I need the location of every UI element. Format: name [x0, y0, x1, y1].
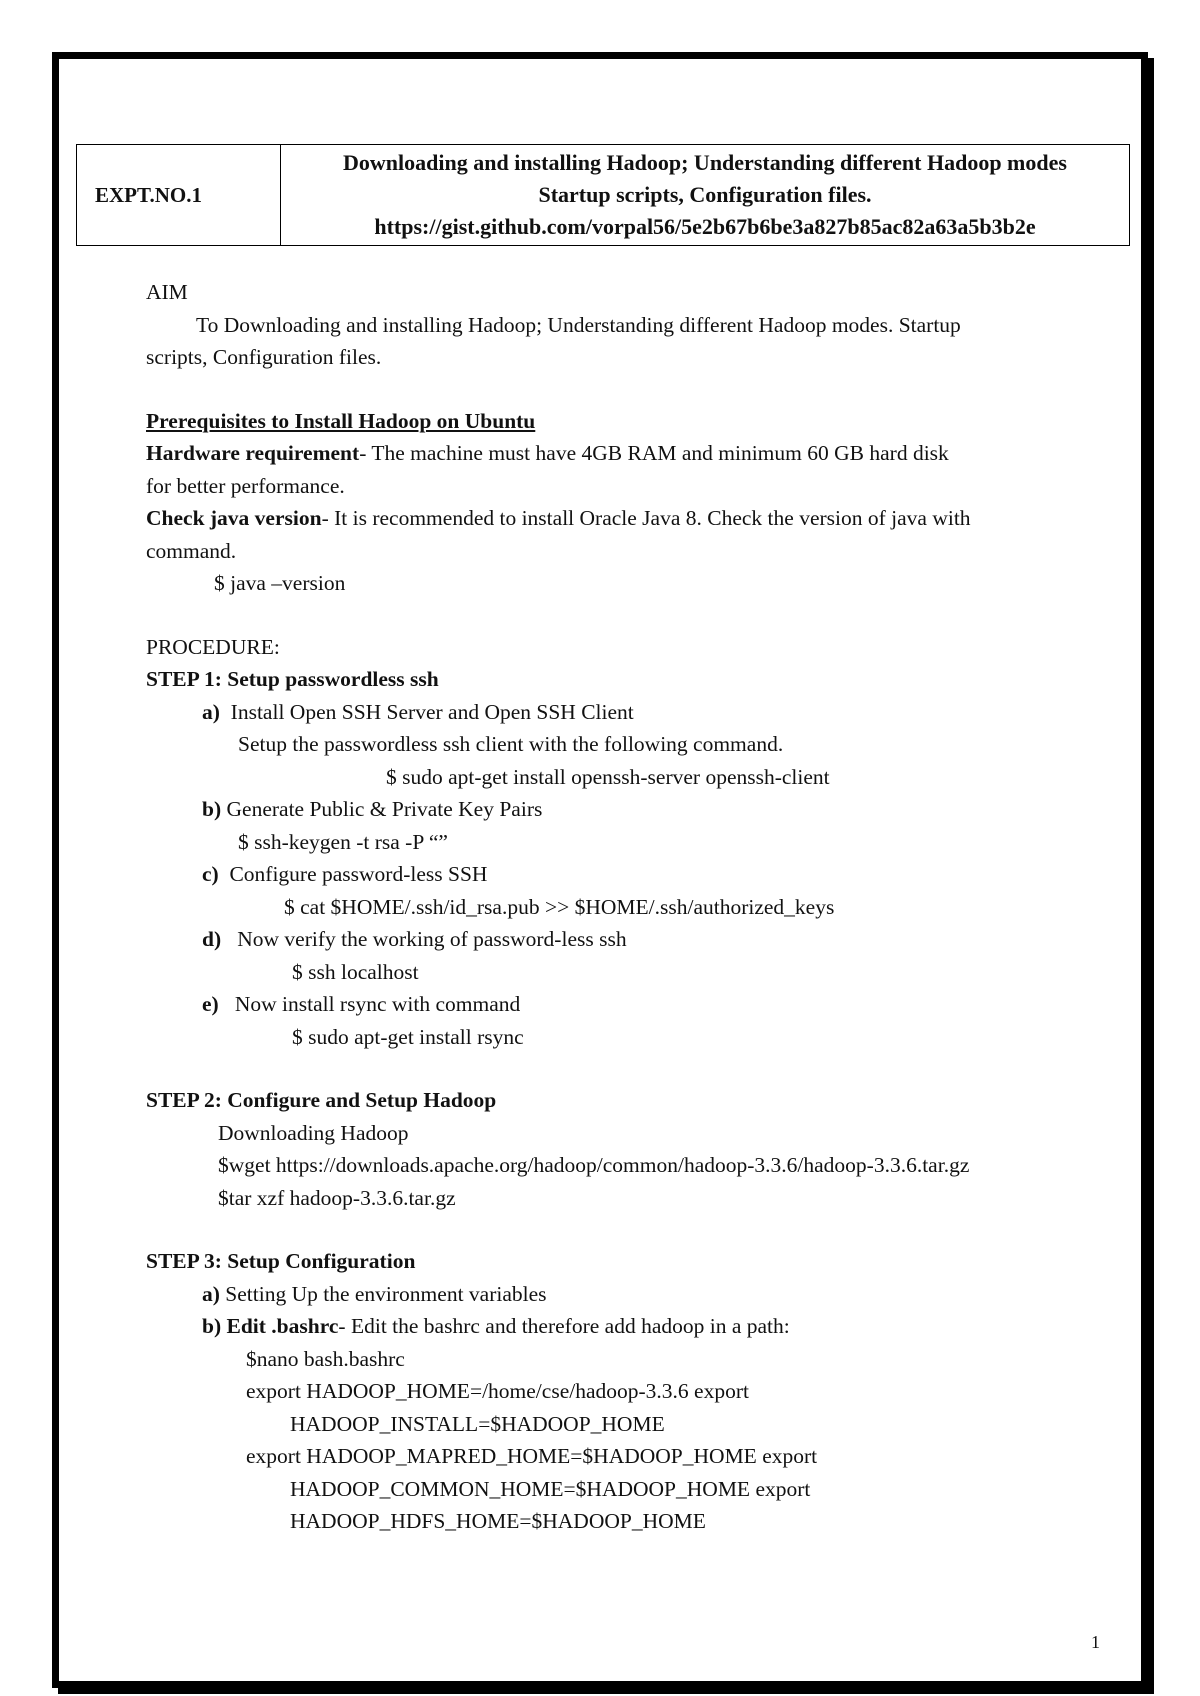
step3-b-text: - Edit the bashrc and therefore add hadoop in a path: — [338, 1314, 790, 1338]
aim-text-line-2: scripts, Configuration files. — [146, 345, 382, 369]
step3-item-a — [146, 1278, 1096, 1311]
java-version-label: Check java version — [146, 506, 322, 530]
step1-e-command: $ sudo apt-get install rsync — [292, 1024, 524, 1049]
experiment-header-table — [76, 144, 1130, 246]
step1-item-b — [146, 793, 1096, 826]
java-version-text-2: command. — [146, 538, 237, 563]
page-number: 1 — [1091, 1632, 1100, 1652]
step1-a-command: $ sudo apt-get install openssh-server openssh-client — [386, 764, 830, 789]
step1-item-e — [146, 988, 1096, 1021]
aim-text-line-1: To Downloading and installing Hadoop; Understanding different Hadoop modes. Startup — [196, 312, 961, 337]
step3-command-1: $nano bash.bashrc — [246, 1346, 405, 1371]
step3-heading: STEP 3: Setup Configuration — [146, 1249, 416, 1273]
step1-d-text: Now verify the working of password-less ssh — [237, 927, 627, 951]
step3-a-text: Setting Up the environment variables — [225, 1281, 547, 1306]
step1-a-text: Install Open SSH Server and Open SSH Client — [230, 699, 634, 724]
step3-command-3: HADOOP_INSTALL=$HADOOP_HOME — [290, 1411, 665, 1436]
step2-tar-command: $tar xzf hadoop-3.3.6.tar.gz — [218, 1185, 456, 1210]
aim-heading: AIM — [146, 280, 188, 304]
step2-line-1: Downloading Hadoop — [218, 1120, 409, 1145]
title-line-2: Startup scripts, Configuration files. — [538, 182, 872, 207]
step1-a-text-2: Setup the passwordless ssh client with the following command. — [238, 732, 784, 756]
step3-b-bold: Edit .bashrc — [226, 1314, 339, 1338]
step1-e-label: e) — [202, 992, 219, 1016]
step2-wget-command: $wget https://downloads.apache.org/hadoop/common/hadoop-3.3.6/hadoop-3.3.6.tar.gz — [218, 1153, 970, 1177]
experiment-number: EXPT.NO.1 — [77, 145, 281, 246]
step1-heading: STEP 1: Setup passwordless ssh — [146, 667, 439, 691]
step3-command-6: HADOOP_HDFS_HOME=$HADOOP_HOME — [290, 1509, 706, 1533]
step1-b-label: b) — [202, 797, 222, 821]
java-version-command: $ java –version — [214, 571, 346, 595]
step3-command-2: export HADOOP_HOME=/home/cse/hadoop-3.3.6 export — [246, 1379, 749, 1403]
title-line-1: Downloading and installing Hadoop; Understanding different Hadoop modes — [343, 150, 1067, 175]
step1-item-d — [146, 923, 1096, 956]
document-body — [146, 276, 1096, 1538]
step1-item-c — [146, 858, 1096, 891]
step3-a-label: a) — [202, 1281, 220, 1306]
step1-b-command: $ ssh-keygen -t rsa -P “” — [238, 829, 448, 854]
step1-item-a — [146, 696, 1096, 729]
hardware-requirement-label: Hardware requirement — [146, 441, 360, 465]
step3-b-label: b) — [202, 1314, 222, 1338]
hardware-requirement-line — [146, 437, 1096, 470]
step1-d-label: d) — [202, 927, 222, 951]
step2-heading: STEP 2: Configure and Setup Hadoop — [146, 1088, 497, 1112]
step1-b-text: Generate Public & Private Key Pairs — [226, 797, 543, 821]
step3-command-5: HADOOP_COMMON_HOME=$HADOOP_HOME export — [290, 1476, 811, 1501]
step3-item-b — [146, 1310, 1096, 1343]
experiment-title — [281, 145, 1130, 246]
procedure-heading: PROCEDURE: — [146, 634, 280, 659]
step3-command-4: export HADOOP_MAPRED_HOME=$HADOOP_HOME export — [246, 1444, 818, 1468]
java-version-text: - It is recommended to install Oracle Java 8. Check the version of java with — [321, 506, 971, 530]
step1-e-text: Now install rsync with command — [234, 992, 521, 1016]
hardware-requirement-text-2: for better performance. — [146, 473, 345, 498]
prerequisites-heading: Prerequisites to Install Hadoop on Ubuntu — [146, 408, 536, 433]
hardware-requirement-text: - The machine must have 4GB RAM and minimum 60 GB hard disk — [359, 441, 949, 465]
title-url: https://gist.github.com/vorpal56/5e2b67b6be3a827b85ac82a63a5b3b2e — [374, 214, 1036, 239]
java-version-line — [146, 502, 1096, 535]
step1-a-label: a) — [202, 699, 220, 724]
step1-c-text: Configure password-less SSH — [229, 862, 488, 886]
step1-c-command: $ cat $HOME/.ssh/id_rsa.pub >> $HOME/.ssh/authorized_keys — [284, 894, 835, 919]
step1-d-command: $ ssh localhost — [292, 959, 419, 984]
step1-c-label: c) — [202, 862, 219, 886]
